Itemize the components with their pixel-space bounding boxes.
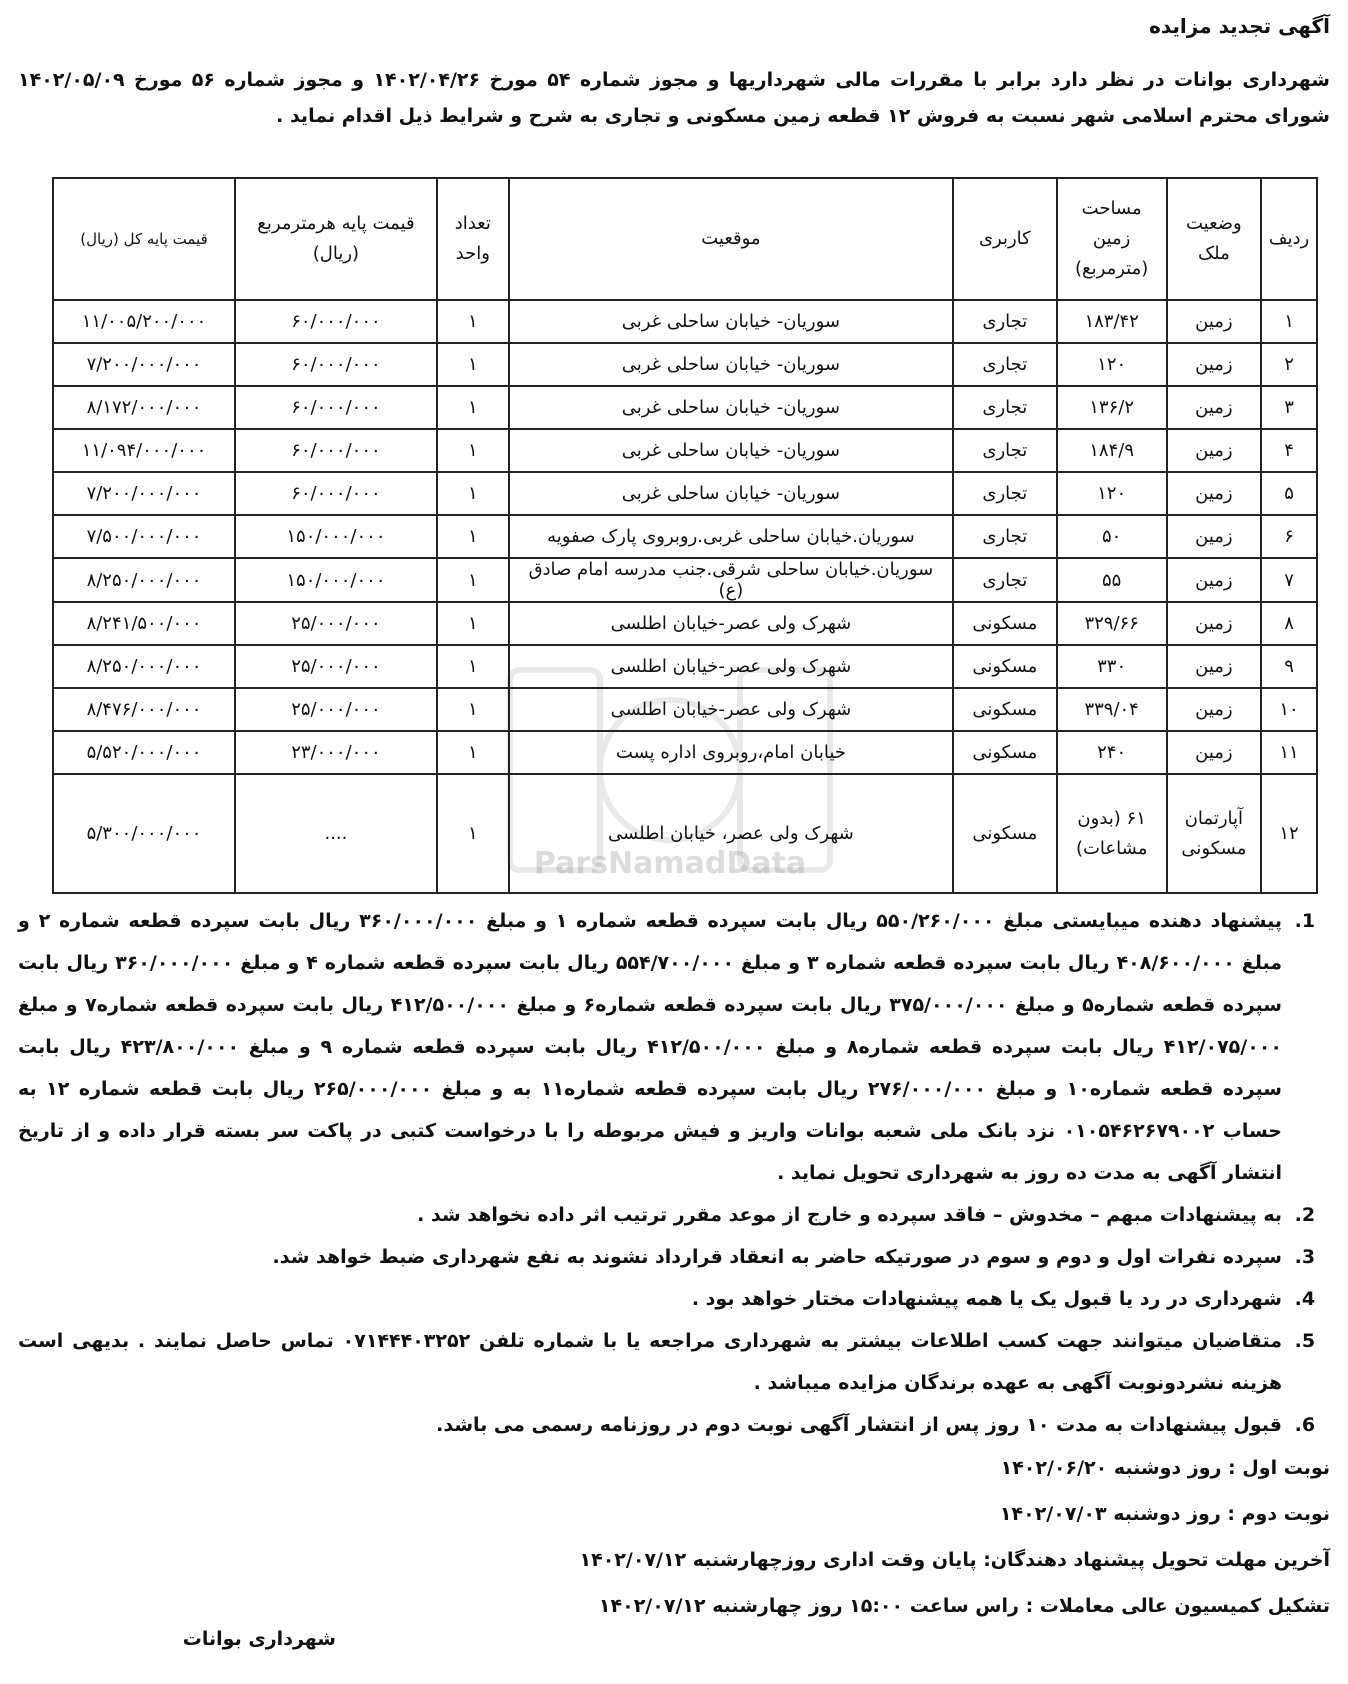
cell-row: ۴ bbox=[1261, 429, 1317, 472]
cell-status: زمین bbox=[1167, 386, 1262, 429]
cell-location: سوریان- خیابان ساحلی غربی bbox=[509, 472, 953, 515]
cell-unit-price: ۱۵۰/۰۰۰/۰۰۰ bbox=[235, 558, 437, 602]
cell-count: ۱ bbox=[437, 688, 509, 731]
condition-item: 5. متقاضیان میتوانند جهت کسب اطلاعات بیشتر به شهرداری مراجعه یا با شماره تلفن ۰۷۱۴۴۴۰۳۲۵۲ تماس حاصل نمایند . بدیهی است هزینه نشردونوبت آگهی به عهده برندگان مزایده میباشد . bbox=[18, 1320, 1288, 1404]
cell-location: شهرک ولی عصر-خیابان اطلسی bbox=[509, 645, 953, 688]
cell-total-price: ۷/۲۰۰/۰۰۰/۰۰۰ bbox=[53, 472, 235, 515]
cell-use: مسکونی bbox=[953, 602, 1057, 645]
condition-item: 6. قبول پیشنهادات به مدت ۱۰ روز پس از انتشار آگهی نوبت دوم در روزنامه رسمی می باشد. bbox=[18, 1404, 1288, 1446]
cell-unit-price: ۶۰/۰۰۰/۰۰۰ bbox=[235, 429, 437, 472]
cell-total-price: ۱۱/۰۹۴/۰۰۰/۰۰۰ bbox=[53, 429, 235, 472]
table-row bbox=[53, 515, 1317, 558]
cell-count: ۱ bbox=[437, 645, 509, 688]
cell-location: شهرک ولی عصر، خیابان اطلسی bbox=[509, 774, 953, 893]
cell-total-price: ۷/۵۰۰/۰۰۰/۰۰۰ bbox=[53, 515, 235, 558]
table-row bbox=[53, 731, 1317, 774]
cell-total-price: ۸/۴۷۶/۰۰۰/۰۰۰ bbox=[53, 688, 235, 731]
cell-area: ۶۱ (بدون مشاعات) bbox=[1057, 774, 1167, 893]
cell-unit-price: ۲۳/۰۰۰/۰۰۰ bbox=[235, 731, 437, 774]
cell-status: آپارتمان مسکونی bbox=[1167, 774, 1262, 893]
cell-unit-price: ۲۵/۰۰۰/۰۰۰ bbox=[235, 602, 437, 645]
header-area: مساحت زمین (مترمربع) bbox=[1057, 178, 1167, 300]
cell-location: خیابان امام،روبروی اداره پست bbox=[509, 731, 953, 774]
cell-use: تجاری bbox=[953, 558, 1057, 602]
cell-use: تجاری bbox=[953, 429, 1057, 472]
cell-use: تجاری bbox=[953, 515, 1057, 558]
cell-area: ۱۸۴/۹ bbox=[1057, 429, 1167, 472]
conditions-list bbox=[18, 900, 1326, 1446]
cell-status: زمین bbox=[1167, 688, 1262, 731]
cell-area: ۱۸۳/۴۲ bbox=[1057, 300, 1167, 343]
cell-unit-price: ۶۰/۰۰۰/۰۰۰ bbox=[235, 343, 437, 386]
table-header-row bbox=[53, 178, 1317, 300]
cell-row: ۷ bbox=[1261, 558, 1317, 602]
cell-total-price: ۸/۱۷۲/۰۰۰/۰۰۰ bbox=[53, 386, 235, 429]
cell-unit-price: ۶۰/۰۰۰/۰۰۰ bbox=[235, 300, 437, 343]
cell-count: ۱ bbox=[437, 386, 509, 429]
cell-count: ۱ bbox=[437, 774, 509, 893]
cell-row: ۸ bbox=[1261, 602, 1317, 645]
cell-status: زمین bbox=[1167, 429, 1262, 472]
header-use: کاربری bbox=[953, 178, 1057, 300]
table-row bbox=[53, 688, 1317, 731]
cell-location: سوریان.خیابان ساحلی غربی.روبروی پارک صفویه bbox=[509, 515, 953, 558]
table-row bbox=[53, 300, 1317, 343]
cell-location: شهرک ولی عصر-خیابان اطلسی bbox=[509, 602, 953, 645]
cell-row: ۳ bbox=[1261, 386, 1317, 429]
cell-location: سوریان- خیابان ساحلی غربی bbox=[509, 343, 953, 386]
table-row bbox=[53, 774, 1317, 893]
cell-count: ۱ bbox=[437, 472, 509, 515]
cell-area: ۵۰ bbox=[1057, 515, 1167, 558]
schedule-line: تشکیل کمیسیون عالی معاملات : راس ساعت ۱۵:۰۰ روز چهارشنبه ۱۴۰۲/۰۷/۱۲ bbox=[598, 1595, 1330, 1617]
cell-row: ۱۰ bbox=[1261, 688, 1317, 731]
cell-area: ۱۲۰ bbox=[1057, 343, 1167, 386]
cell-unit-price: ۶۰/۰۰۰/۰۰۰ bbox=[235, 472, 437, 515]
cell-count: ۱ bbox=[437, 515, 509, 558]
cell-use: تجاری bbox=[953, 343, 1057, 386]
header-location: موقعیت bbox=[509, 178, 953, 300]
cell-area: ۲۴۰ bbox=[1057, 731, 1167, 774]
notice-title: آگهی تجدید مزایده bbox=[1149, 14, 1330, 38]
schedule-line: آخرین مهلت تحویل پیشنهاد دهندگان: پایان وقت اداری روزچهارشنبه ۱۴۰۲/۰۷/۱۲ bbox=[579, 1549, 1330, 1571]
cell-status: زمین bbox=[1167, 472, 1262, 515]
cell-row: ۶ bbox=[1261, 515, 1317, 558]
cell-total-price: ۸/۲۴۱/۵۰۰/۰۰۰ bbox=[53, 602, 235, 645]
table-row bbox=[53, 558, 1317, 602]
cell-area: ۳۳۹/۰۴ bbox=[1057, 688, 1167, 731]
cell-count: ۱ bbox=[437, 429, 509, 472]
cell-total-price: ۱۱/۰۰۵/۲۰۰/۰۰۰ bbox=[53, 300, 235, 343]
header-count: تعداد واحد bbox=[437, 178, 509, 300]
cell-total-price: ۸/۲۵۰/۰۰۰/۰۰۰ bbox=[53, 558, 235, 602]
cell-location: سوریان- خیابان ساحلی غربی bbox=[509, 429, 953, 472]
condition-item: 2. به پیشنهادات مبهم – مخدوش – فاقد سپرده و خارج از موعد مقرر ترتیب اثر داده نخواهد شد . bbox=[18, 1194, 1288, 1236]
cell-location: سوریان- خیابان ساحلی غربی bbox=[509, 386, 953, 429]
cell-unit-price: .... bbox=[235, 774, 437, 893]
header-row-number: ردیف bbox=[1261, 178, 1317, 300]
condition-item: 1. پیشنهاد دهنده میبایستی مبلغ ۵۵۰/۲۶۰/۰۰۰ ریال بابت سپرده قطعه شماره ۱ و مبلغ ۳۶۰/۰۰۰/۰۰۰ ریال بابت سپرده قطعه شماره ۲ و مبلغ ۴۰۸/۶۰۰/۰۰۰ ریال بابت سپرده قطعه شماره ۳ و مبلغ ۵۵۴/۷۰۰/۰۰۰ ریال بابت سپرده قطعه شماره ۴ و مبلغ ۳۶۰/۰۰۰/۰۰۰ ریال بابت سپرده قطعه شماره۵ و مبلغ ۳۷۵/۰۰۰/۰۰۰ ریال بابت سپرده قطعه شماره۶ و مبلغ ۴۱۲/۵۰۰/۰۰۰ ریال بابت سپرده قطعه شماره۷ و مبلغ ۴۱۲/۰۷۵/۰۰۰ ریال بابت سپرده قطعه شماره۸ و مبلغ ۴۱۲/۵۰۰/۰۰۰ ریال بابت سپرده قطعه شماره ۹ و مبلغ ۴۲۳/۸۰۰/۰۰۰ ریال بابت سپرده قطعه شماره۱۰ و مبلغ ۲۷۶/۰۰۰/۰۰۰ ریال بابت سپرده قطعه شماره۱۱ به و مبلغ ۲۶۵/۰۰۰/۰۰۰ ریال بابت قطعه شماره ۱۲ به حساب ۰۱۰۵۴۶۲۶۷۹۰۰۲ نزد بانک ملی شعبه بوانات واریز و فیش مربوطه را با درخواست کتبی در پاکت سر بسته قرار داده و از تاریخ انتشار آگهی به مدت ده روز به شهرداری تحویل نماید . bbox=[18, 900, 1288, 1194]
properties-table bbox=[52, 177, 1318, 894]
cell-total-price: ۵/۵۲۰/۰۰۰/۰۰۰ bbox=[53, 731, 235, 774]
cell-use: مسکونی bbox=[953, 774, 1057, 893]
header-unit-price: قیمت پایه هرمترمربع (ریال) bbox=[235, 178, 437, 300]
cell-use: تجاری bbox=[953, 300, 1057, 343]
cell-status: زمین bbox=[1167, 300, 1262, 343]
cell-row: ۲ bbox=[1261, 343, 1317, 386]
cell-row: ۱ bbox=[1261, 300, 1317, 343]
cell-status: زمین bbox=[1167, 731, 1262, 774]
cell-unit-price: ۶۰/۰۰۰/۰۰۰ bbox=[235, 386, 437, 429]
watermark-text: ParsNamadData bbox=[533, 846, 807, 881]
cell-use: تجاری bbox=[953, 472, 1057, 515]
notice-intro: شهرداری بوانات در نظر دارد برابر با مقررات مالی شهرداریها و مجوز شماره ۵۴ مورخ ۱۴۰۲/۰۴/۲۶ و مجوز شماره ۵۶ مورخ ۱۴۰۲/۰۵/۰۹ شورای محترم اسلامی شهر نسبت به فروش ۱۲ قطعه زمین مسکونی و تجاری به شرح و شرایط ذیل اقدام نماید . bbox=[18, 69, 1330, 127]
schedule-line: نوبت اول : روز دوشنبه ۱۴۰۲/۰۶/۲۰ bbox=[1000, 1457, 1330, 1479]
cell-count: ۱ bbox=[437, 558, 509, 602]
table-row bbox=[53, 429, 1317, 472]
table-row bbox=[53, 472, 1317, 515]
cell-row: ۵ bbox=[1261, 472, 1317, 515]
cell-unit-price: ۱۵۰/۰۰۰/۰۰۰ bbox=[235, 515, 437, 558]
table-row bbox=[53, 602, 1317, 645]
cell-unit-price: ۲۵/۰۰۰/۰۰۰ bbox=[235, 645, 437, 688]
signature: شهرداری بوانات bbox=[182, 1628, 336, 1650]
header-total-price: قیمت پایه کل (ریال) bbox=[53, 178, 235, 300]
cell-area: ۵۵ bbox=[1057, 558, 1167, 602]
condition-item: 3. سپرده نفرات اول و دوم و سوم در صورتیکه حاضر به انعقاد قرارداد نشوند به نفع شهرداری ضبط خواهد شد. bbox=[18, 1236, 1288, 1278]
cell-area: ۱۳۶/۲ bbox=[1057, 386, 1167, 429]
cell-total-price: ۸/۲۵۰/۰۰۰/۰۰۰ bbox=[53, 645, 235, 688]
cell-count: ۱ bbox=[437, 602, 509, 645]
cell-use: مسکونی bbox=[953, 731, 1057, 774]
cell-status: زمین bbox=[1167, 602, 1262, 645]
cell-count: ۱ bbox=[437, 300, 509, 343]
cell-row: ۹ bbox=[1261, 645, 1317, 688]
cell-area: ۳۳۰ bbox=[1057, 645, 1167, 688]
cell-unit-price: ۲۵/۰۰۰/۰۰۰ bbox=[235, 688, 437, 731]
table-body bbox=[53, 300, 1317, 893]
cell-total-price: ۵/۳۰۰/۰۰۰/۰۰۰ bbox=[53, 774, 235, 893]
cell-count: ۱ bbox=[437, 343, 509, 386]
condition-item: 4. شهرداری در رد یا قبول یک یا همه پیشنهادات مختار خواهد بود . bbox=[18, 1278, 1288, 1320]
cell-use: مسکونی bbox=[953, 688, 1057, 731]
cell-count: ۱ bbox=[437, 731, 509, 774]
cell-area: ۳۲۹/۶۶ bbox=[1057, 602, 1167, 645]
cell-use: تجاری bbox=[953, 386, 1057, 429]
cell-location: سوریان- خیابان ساحلی غربی bbox=[509, 300, 953, 343]
cell-location: شهرک ولی عصر-خیابان اطلسی bbox=[509, 688, 953, 731]
schedule bbox=[580, 1445, 1330, 1629]
cell-row: ۱۲ bbox=[1261, 774, 1317, 893]
table-row bbox=[53, 343, 1317, 386]
cell-area: ۱۲۰ bbox=[1057, 472, 1167, 515]
table-row bbox=[53, 645, 1317, 688]
cell-location: سوریان.خیابان ساحلی شرقی.جنب مدرسه امام صادق (ع) bbox=[509, 558, 953, 602]
cell-status: زمین bbox=[1167, 558, 1262, 602]
cell-total-price: ۷/۲۰۰/۰۰۰/۰۰۰ bbox=[53, 343, 235, 386]
cell-row: ۱۱ bbox=[1261, 731, 1317, 774]
cell-use: مسکونی bbox=[953, 645, 1057, 688]
cell-status: زمین bbox=[1167, 645, 1262, 688]
cell-status: زمین bbox=[1167, 515, 1262, 558]
table-row bbox=[53, 386, 1317, 429]
cell-status: زمین bbox=[1167, 343, 1262, 386]
header-status: وضعیت ملک bbox=[1167, 178, 1262, 300]
schedule-line: نوبت دوم : روز دوشنبه ۱۴۰۲/۰۷/۰۳ bbox=[999, 1503, 1330, 1525]
